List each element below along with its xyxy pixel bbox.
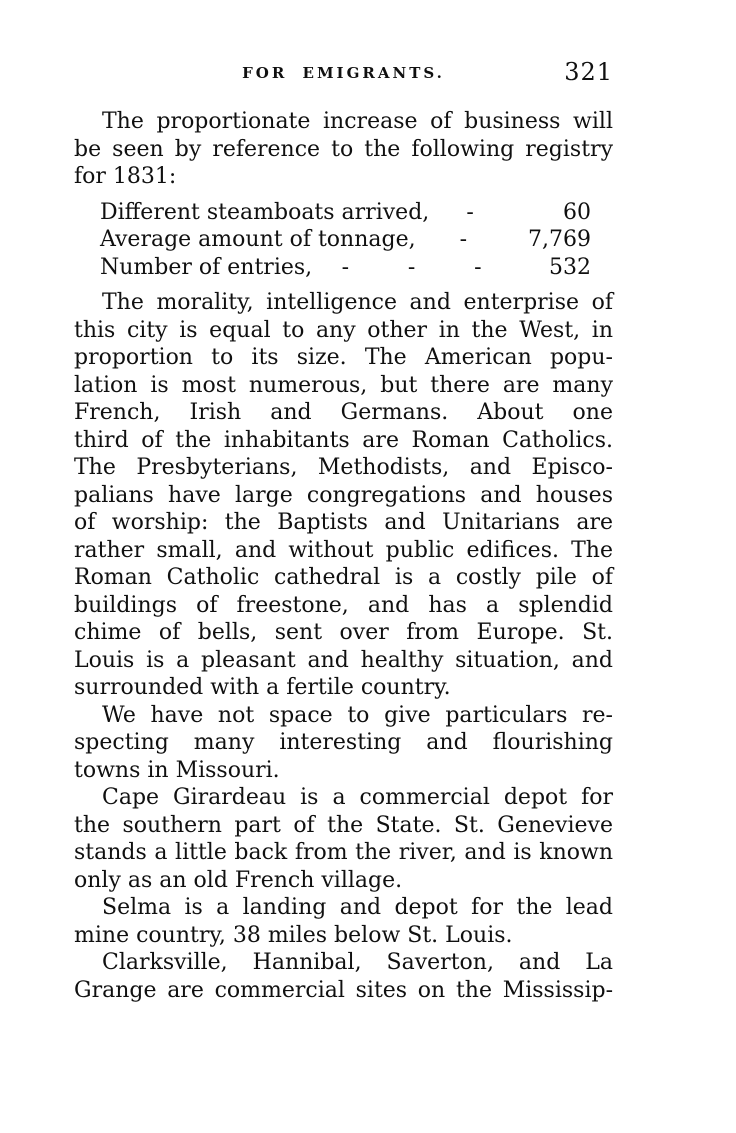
text-line: be seen by reference to the following registry [74,136,613,162]
registry-table [74,199,613,282]
dash-separator: - [407,254,416,280]
text-line: chime of bells, sent over from Europe. St. [74,620,613,645]
registry-label: Average amount of tonnage, [100,227,416,252]
text-line: French, Irish and Germans. About one [74,400,613,425]
registry-dashes [429,199,511,227]
paragraph [74,702,613,785]
registry-row [100,199,613,227]
paragraph [74,108,613,191]
registry-value: 532 [549,254,591,280]
registry-label: Different steamboats arrived, [100,199,430,225]
dash-separator: - [341,254,350,280]
running-title: FOR EMIGRANTS. [242,64,445,82]
text-line: for 1831: [74,164,177,189]
dash-separator: - [466,199,474,225]
text-line: Cape Girardeau is a commercial depot for [102,785,613,810]
dash-separator: - [459,227,468,252]
text-line: The Presbyterians, Methodists, and Episco- [74,455,613,480]
paragraph [74,289,613,702]
paragraph [74,949,613,1004]
text-line: lation is most numerous, but there are many [74,372,613,398]
text-line: The morality, intelligence and enterprise of [102,290,613,315]
registry-label: Number of entries, [100,254,313,280]
text-line: third of the inhabitants are Roman Catholics. [74,427,613,453]
text-line: this city is equal to any other in the West, in [74,317,613,343]
text-line: Clarksville, Hannibal, Saverton, and La [102,950,613,975]
text-line: Louis is a pleasant and healthy situation, and [74,647,613,673]
text-line: proportion to its size. The American popu- [74,345,613,370]
text-line: We have not space to give particulars re- [102,702,613,728]
registry-value: 60 [563,199,591,225]
text-line: Roman Catholic cathedral is a costly pile of [74,565,613,590]
paragraph [74,894,613,949]
page-number: 321 [564,58,613,86]
page-header [74,58,613,84]
text-line: Grange are commercial sites on the Mississip- [74,977,613,1003]
registry-dashes [312,254,511,282]
text-line: towns in Missouri. [74,757,280,783]
text-line: surrounded with a fertile country. [74,675,451,700]
registry-row [100,254,613,282]
registry-value: 7,769 [528,227,591,252]
text-line: stands a little back from the river, and is known [74,840,613,865]
text-line: of worship: the Baptists and Unitarians are [74,510,613,535]
registry-dashes [416,226,511,254]
text-line: only as an old French village. [74,867,403,893]
dash-separator: - [474,254,482,280]
text-line: rather small, and without public edifices. The [74,537,613,563]
registry-row [100,226,613,254]
text-line: buildings of freestone, and has a splendid [74,592,613,618]
text-line: palians have large congregations and houses [74,482,613,508]
text-line: The proportionate increase of business will [102,109,613,134]
text-line: mine country, 38 miles below St. Louis. [74,922,513,948]
paragraph [74,784,613,894]
page-body [74,108,613,1004]
page-content [74,58,613,1004]
text-line: Selma is a landing and depot for the lead [102,895,613,920]
text-line: specting many interesting and flourishing [74,730,613,755]
text-line: the southern part of the State. St. Genevieve [74,812,613,838]
